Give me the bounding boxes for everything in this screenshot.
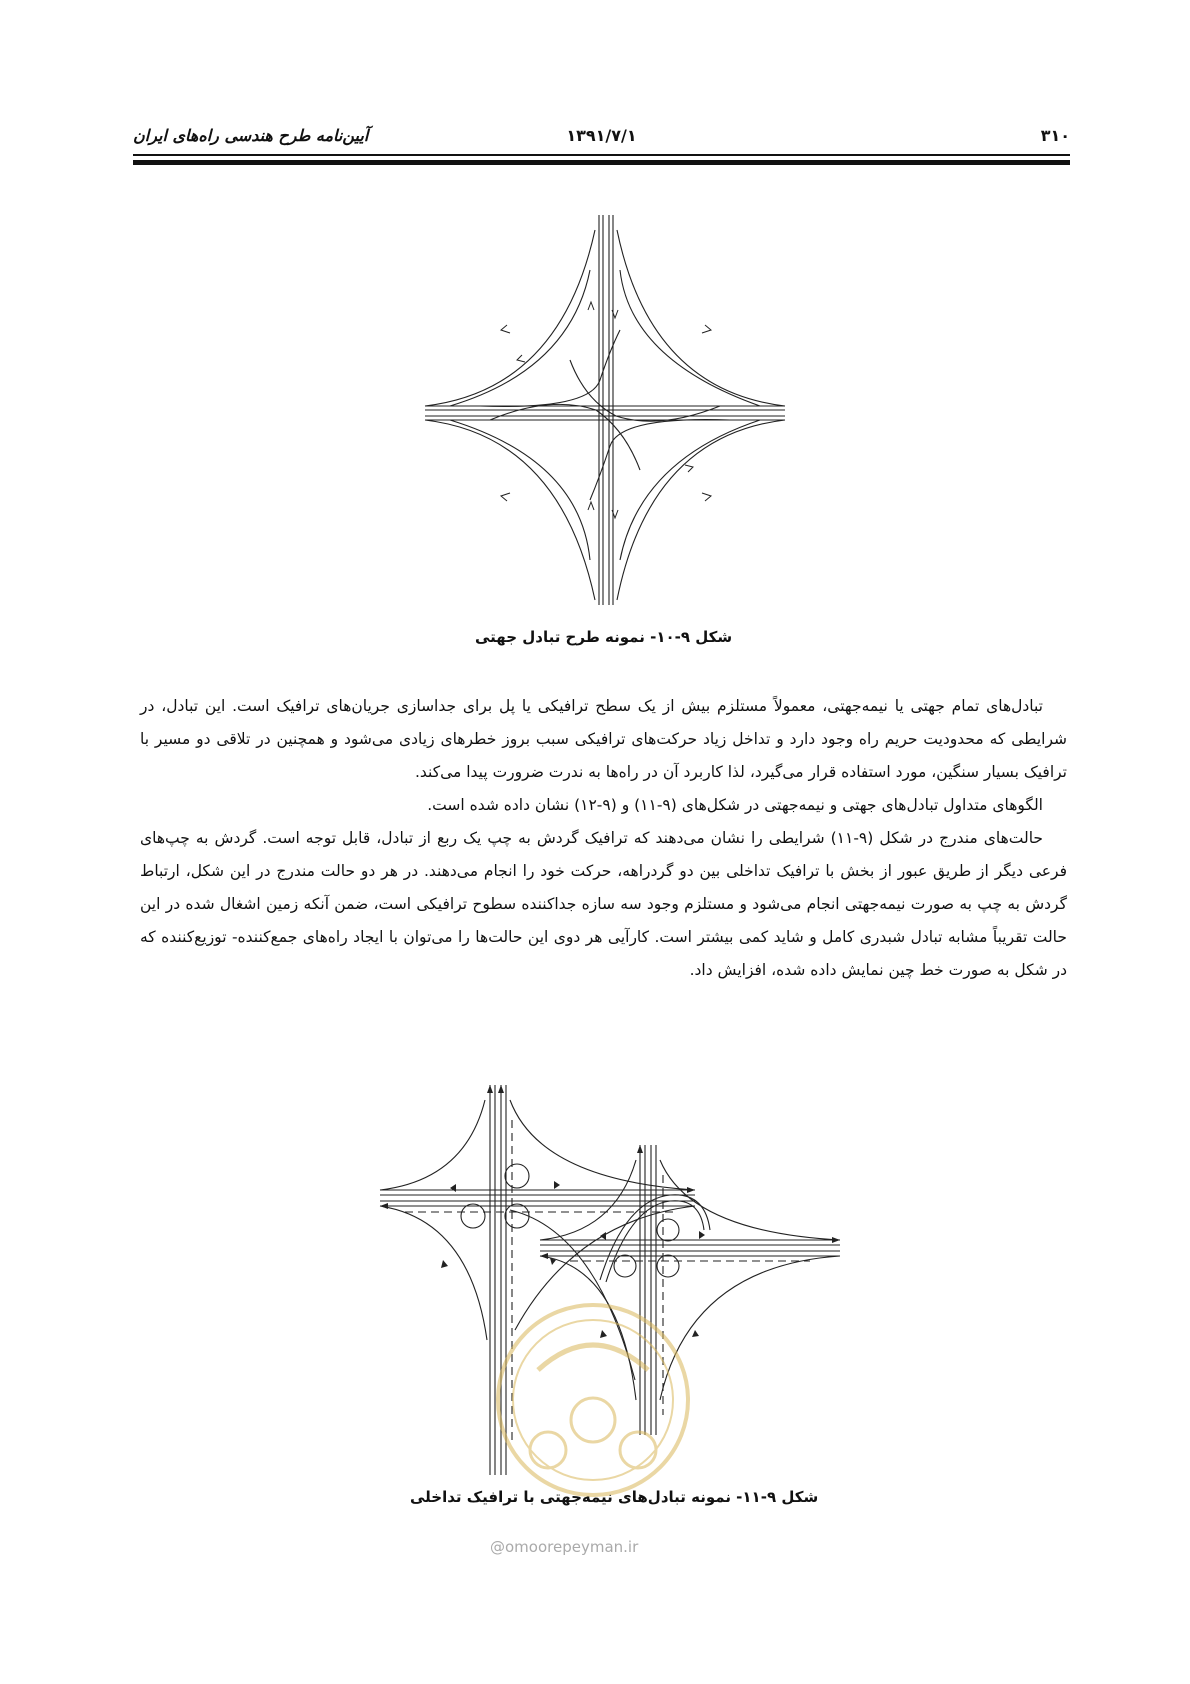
watermark-seal [493, 1300, 693, 1500]
paragraph-2: الگوهای متداول تبادل‌های جهتی و نیمه‌جهتی در شکل‌های (۹-۱۱) و (۹-۱۲) نشان داده شده است. [427, 796, 1043, 814]
directional-interchange-diagram [420, 210, 790, 610]
paragraph-1: تبادل‌های تمام جهتی یا نیمه‌جهتی، معمولاً مستلزم بیش از یک سطح ترافیکی یا پل برای جداسازی جریان‌های ترافیک است. این تبادل، در شرایطی که محدودیت حریم راه وجود دارد و تداخل زیاد حرکت‌های ترافیکی سبب بروز خطرهای زیادی می‌شود و همچنین در تلاقی دو مسیر با ترافیک بسیار سنگین، مورد استفاده قرار می‌گیرد، لذا کاربرد آن در راه‌ها به ندرت ضرورت پیدا می‌کند. [140, 697, 1067, 781]
paragraph-3: حالت‌های مندرج در شکل (۹-۱۱) شرایطی را نشان می‌دهند که ترافیک گردش به چپ یک ربع از تبادل، قابل توجه است. گردش به چپ‌های فرعی دیگر از طریق عبور از بخش با ترافیک تداخلی بین دو گردراهه، حرکت خود را انجام می‌دهند. در هر دو حالت مندرج در این شکل، ارتباط گردش به چپ به صورت نیمه‌جهتی انجام می‌شود و مستلزم وجود سه سازه جداکننده سطوح ترافیکی است، ضمن آنکه زمین اشغال شده در این حالت تقریباً مشابه تبادل شبدری کامل و شاید کمی بیشتر است. کارآیی هر دوی این حالت‌ها را می‌توان با ایجاد راه‌های جمع‌کننده- توزیع‌کننده که در شکل به صورت خط چین نمایش داده شده، افزایش داد. [140, 829, 1067, 979]
watermark-url: @omoorepeyman.ir [490, 1538, 639, 1556]
header-rule-thin [133, 154, 1070, 156]
page-number: ۳۱۰ [1040, 126, 1070, 145]
figure-2-caption: شکل ۹-۱۱- نمونه تبادل‌های نیمه‌جهتی با ترافیک تداخلی [410, 1488, 819, 1506]
figure-1-caption: شکل ۹-۱۰- نمونه طرح تبادل جهتی [475, 628, 733, 646]
page-header [133, 126, 1070, 152]
header-rule-thick [133, 160, 1070, 165]
book-title: آیین‌نامه طرح هندسی راه‌های ایران [133, 126, 369, 145]
body-text [140, 690, 1067, 987]
header-date: ۱۳۹۱/۷/۱ [566, 126, 637, 145]
